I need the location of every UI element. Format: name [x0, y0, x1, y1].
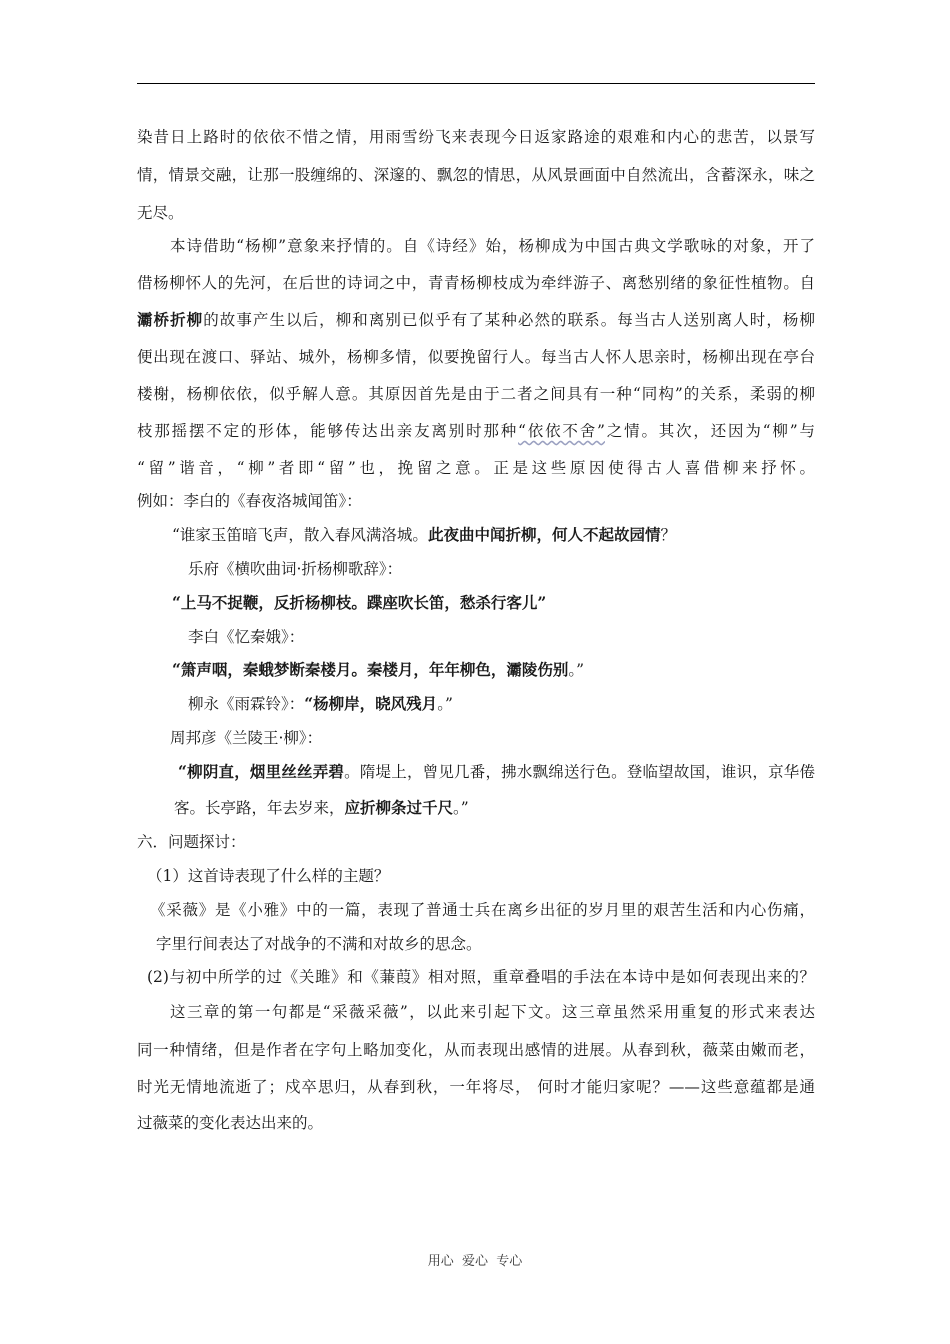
answer-line: 同一种情绪，但是作者在字句上略加变化，从而表现出感情的进展。从春到秋，薇菜由嫩而老，: [137, 1041, 815, 1059]
wavy-underlined-phrase: “依依不舍”: [518, 422, 605, 440]
text-run: “谁家玉笛暗飞声，散入春风满洛城。: [172, 526, 428, 544]
question-line: （1）这首诗表现了什么样的主题？: [147, 867, 390, 885]
text-run: 。”: [453, 799, 469, 817]
paragraph-line: 借杨柳怀人的先河，在后世的诗词之中，青青杨柳枝成为牵绊游子、离愁别绪的象征性植物。自: [137, 274, 815, 292]
bold-phrase: “杨柳岸，晓风残月: [304, 694, 438, 713]
paragraph-line: 楼榭，杨柳依依，似乎解人意。其原因首先是由于二者之间具有一种“同构”的关系，柔弱的柳: [137, 385, 815, 403]
paragraph-line: [137, 421, 815, 441]
text-run: 之情。其次，还因为“柳”与: [604, 422, 815, 440]
paragraph-line: “留”谐音，“柳”者即“留”也，挽留之意。正是这些原因使得古人喜借柳来抒怀。: [137, 459, 815, 477]
quote-line: [172, 660, 584, 680]
quote-line: [172, 525, 676, 545]
text-run: 枝那摇摆不定的形体，能够传达出亲友离别时那种: [137, 422, 519, 440]
source-line: 周邦彦《兰陵王·柳》：: [170, 729, 323, 747]
bold-phrase: 灞桥折柳: [137, 310, 204, 329]
examples-intro: 例如：李白的《春夜洛城闻笛》：: [137, 492, 362, 510]
paragraph-line: 无尽。: [137, 204, 184, 222]
text-run: 客。长亭路，年去岁来，: [174, 799, 345, 817]
quote-line: [174, 798, 469, 818]
paragraph-line: 染昔日上路时的依依不惜之情，用雨雪纷飞来表现今日返家路途的艰难和内心的悲苦，以景写: [137, 128, 815, 146]
text-run: ？: [660, 526, 676, 544]
source-line: 李白《忆秦娥》：: [188, 628, 305, 646]
quote-line: [178, 762, 815, 782]
page-footer: 用心 爱心 专心: [427, 1254, 523, 1269]
answer-line: 过薇菜的变化表达出来的。: [137, 1114, 324, 1132]
bold-phrase: “箫声咽，秦蛾梦断秦楼月。秦楼月，年年柳色，灞陵伤别: [172, 660, 569, 679]
paragraph-line: [137, 310, 815, 330]
paragraph-line: 便出现在渡口、驿站、城外，杨柳多情，似要挽留行人。每当古人怀人思亲时，杨柳出现在亭台: [137, 348, 815, 366]
answer-line: 时光无情地流逝了；戍卒思归，从春到秋，一年将尽， 何时才能归家呢？——这些意蕴都是通: [137, 1078, 815, 1096]
source-line: [188, 694, 453, 714]
paragraph-line: 情，情景交融，让那一股缠绵的、深邃的、飘忽的情思，从风景画面中自然流出，含蓄深永，味之: [137, 166, 815, 184]
text-run: 。隋堤上，曾见几番，拂水飘绵送行色。登临望故国，谁识，京华倦: [344, 763, 815, 781]
paragraph-line: 本诗借助“杨柳”意象来抒情的。自《诗经》始，杨柳成为中国古典文学歌咏的对象，开了: [170, 237, 815, 255]
answer-line: 这三章的第一句都是“采薇采薇”，以此来引起下文。这三章虽然采用重复的形式来表达: [170, 1003, 815, 1021]
text-run: 的故事产生以后，柳和离别已似乎有了某种必然的联系。每当古人送别离人时，杨柳: [203, 311, 815, 329]
text-run: 。”: [568, 661, 585, 679]
quote-line: “上马不捉鞭，反折杨柳枝。蹀座吹长笛，愁杀行客儿”: [172, 593, 547, 612]
bold-phrase: 此夜曲中闻折柳，何人不起故园情: [427, 525, 661, 544]
answer-line: 字里行间表达了对战争的不满和对故乡的思念。: [156, 935, 482, 953]
header-rule: [137, 83, 815, 84]
bold-phrase: 应折柳条过千尺: [344, 798, 454, 817]
answer-line: 《采薇》是《小雅》中的一篇，表现了普通士兵在离乡出征的岁月里的艰苦生活和内心伤痛，: [150, 901, 815, 919]
bold-phrase: “柳阴直，烟里丝丝弄碧: [178, 762, 345, 781]
text-run: 柳永《雨霖铃》：: [188, 695, 305, 713]
text-run: 。”: [437, 695, 453, 713]
section-heading: 六．问题探讨：: [137, 833, 246, 851]
question-line: (2)与初中所学的过《关雎》和《蒹葭》相对照，重章叠唱的手法在本诗中是如何表现出来的？: [147, 968, 815, 986]
source-line: 乐府《横吹曲词·折杨柳歌辞》：: [188, 560, 403, 578]
